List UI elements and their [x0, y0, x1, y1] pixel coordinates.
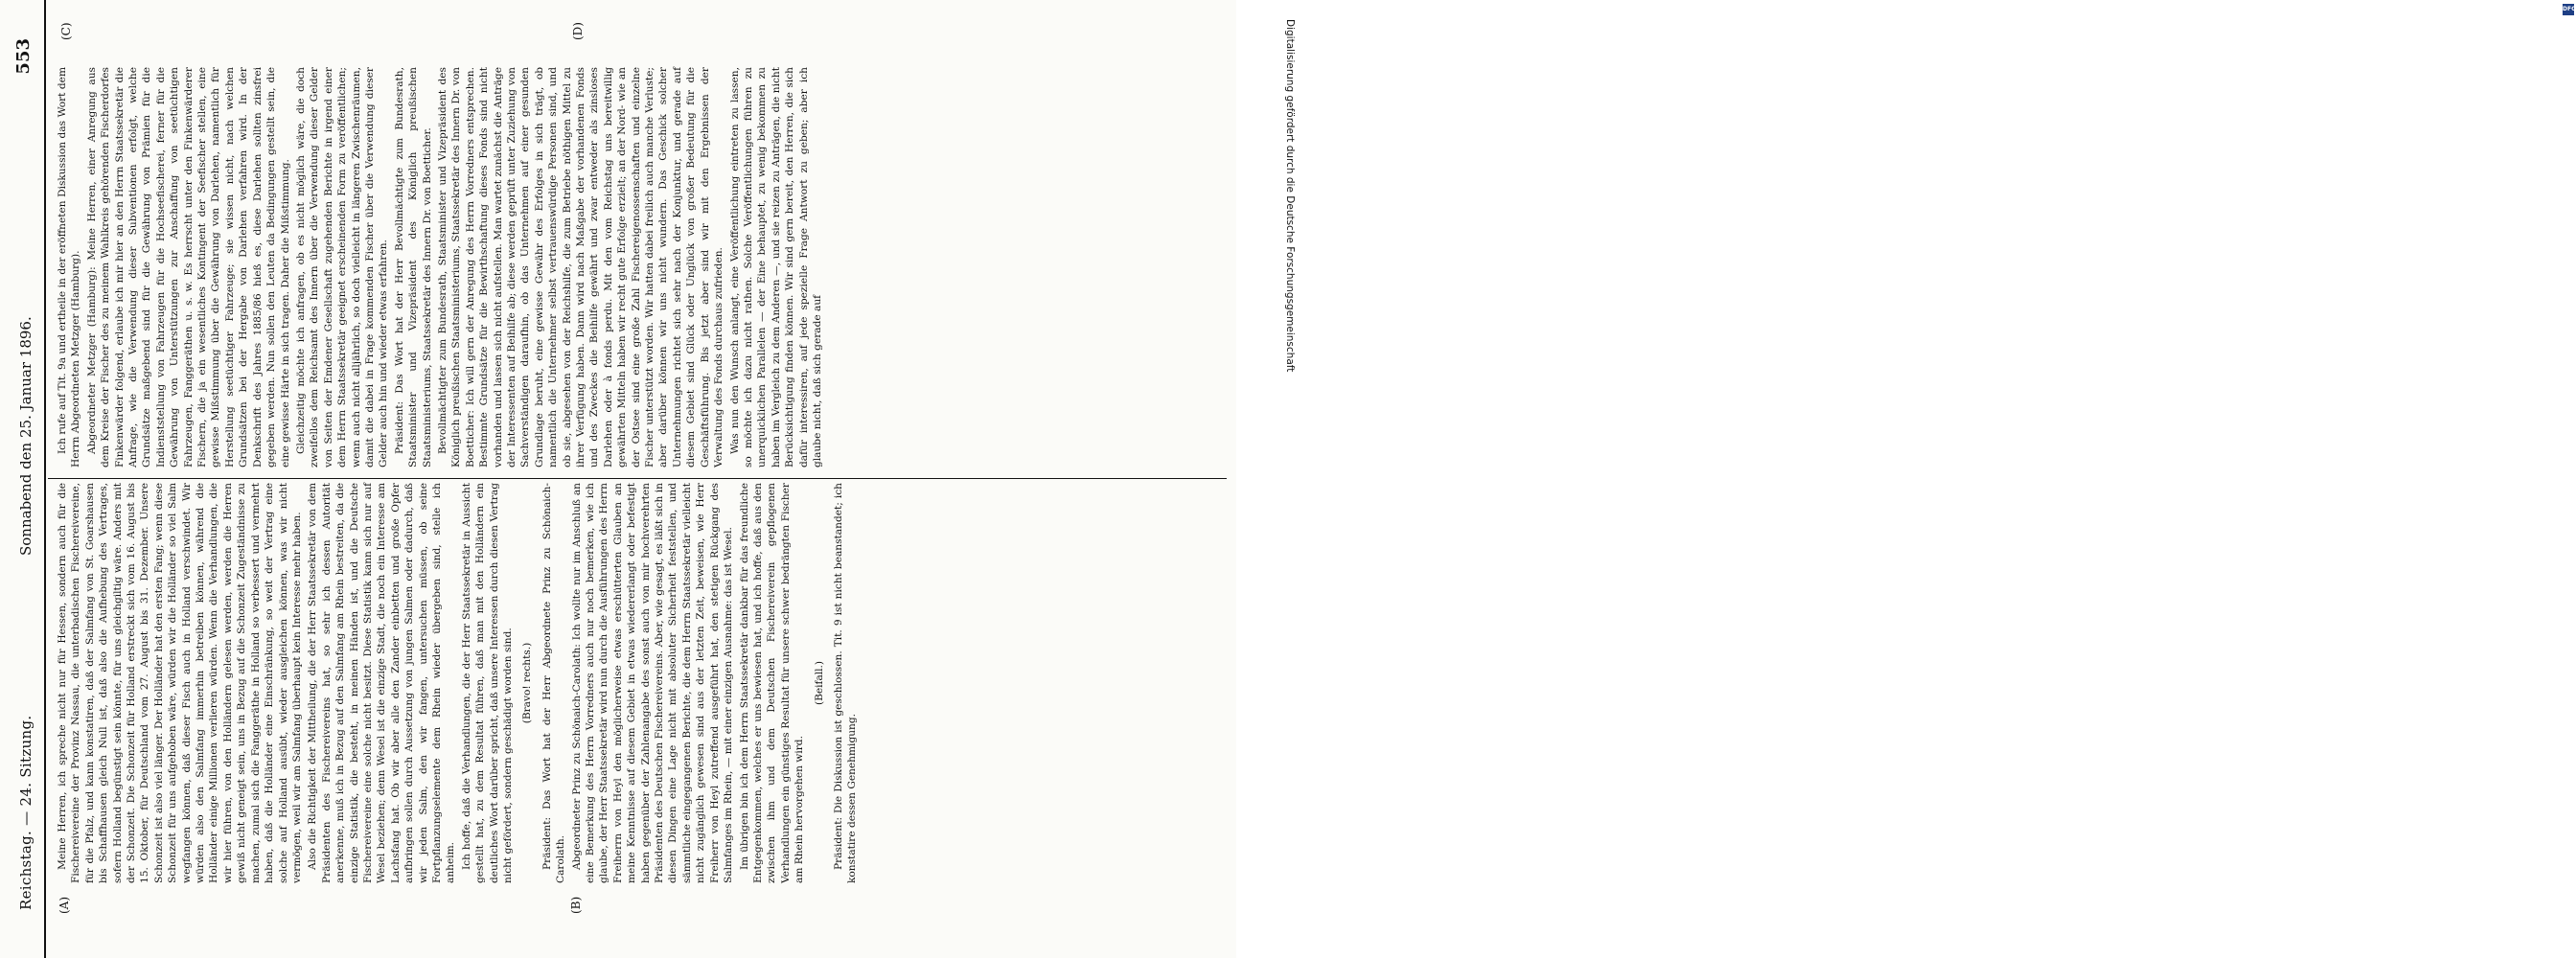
speaker-paragraph: Präsident: Das Wort hat der Herr Abgeordnete Prinz zu Schönaich-Carolath. — [540, 483, 567, 883]
page-number: 553 — [13, 38, 34, 75]
paragraph: Meine Herren, ich spreche nicht nur für Hessen, sondern auch für die Fischereivereine der Provinz Nassau, die unterbadischen Fischereivereine, für die Pfalz, und kann konstatiren, daß der Salmfang von St. Goarshausen bis Schaffhausen gleich Null ist, daß also die Aufhebung des Vertrages, sofern Holland begünstigt sein könnte, für uns gleichgiltig wäre. Anders mit der Schonzeit. Die Schonzeit für Holland erstreckt sich vom 16. August bis 15. Oktober, für Deutschland vom 27. August bis 31. Dezember. Unsere Schonzeit ist also viel länger. Der Holländer hat den ersten Fang; wenn diese Schonzeit für uns aufgehoben wäre, würden wir die Holländer so viel Salm wegfangen können, daß dieser Fisch auch in Holland verschwindet. Wir würden also den Salmfang immerhin betreiben können, während die Holländer einige Millionen verlieren würden. Wenn die Verhandlungen, die wir hier führen, von den Holländern gelesen werden, werden die Herren gewiß nicht geneigt sein, uns in Bezug auf die Schonzeit Zugeständnisse zu machen, zumal sich die Fanggeräthe in Holland so verbessert und vermehrt haben, daß die Holländer eine Einschränkung, so weit der Vertrag eine solche auf Holland ausübt, wieder ausgleichen können, was wir nicht vermögen, weil wir am Salmfang überhaupt kein Interesse mehr haben. — [57, 483, 303, 883]
interjection: (Bravo! rechts.) — [521, 642, 534, 724]
margin-marker-d: (D) — [571, 22, 585, 40]
page-header — [0, 0, 46, 958]
paragraph: Ich hoffe, daß die Verhandlungen, die der Herr Staatssekretär in Aussicht gestellt hat, zu dem Resultat führen, daß man mit den Holländern ein deutliches Wort darüber spricht, daß unsere Interessen durch diesen Vertrag nicht gefördert, sondern geschädigt worden sind. — [460, 483, 514, 883]
paragraph: Gleichzeitig möchte ich anfragen, ob es nicht möglich wäre, die doch zweifellos dem Reichsamt des Innern über die Verwendung dieser Gelder von Seiten der Emdener Gesellschaft zugehenden Berichte in irgend einer dem Herrn Staatssekretär geeignet erscheinenden Form zu veröffentlichen; wenn auch nicht alljährlich, so doch vielleicht in längeren Zwischenräumen, damit die dabei in Frage kommenden Fischer über die Verwendung dieser Gelder auch hin und wieder etwas erfahren. — [294, 67, 390, 468]
column-divider — [48, 478, 1227, 479]
paragraph: Was nun den Wunsch anlangt, eine Veröffentlichung eintreten zu lassen, so möchte ich dazu nicht rathen. Solche Veröffentlichungen führen zu unerquicklichen Parallelen — der Eine behauptet, zu wenig bekommen zu haben im Vergleich zu dem Anderen —, und sie reizen zu Anträgen, die nicht Berücksichtigung finden können. Wir sind gern bereit, den Herren, die sich dafür interessiren, auf jede spezielle Frage Antwort zu geben; aber ich glaube nicht, daß sich gerade auf — [728, 67, 823, 468]
margin-marker-a: (A) — [58, 896, 71, 914]
left-column — [56, 483, 1215, 883]
dfg-logo: DFG — [2563, 4, 2574, 15]
session-date: Sonnabend den 25. Januar 1896. — [17, 316, 34, 556]
speaker-paragraph: Präsident: Die Diskussion ist geschlossen. Tit. 9 ist nicht beanstandet; ich konstatire dessen Genehmigung. — [832, 483, 859, 883]
speaker-paragraph: Abgeordneter Metzger (Hamburg): Meine Herren, einer Anregung aus dem Kreise der Fischer des zu meinem Wahlkreis gehörenden Fischerdorfes Finkenwärder folgend, erlaube ich mir hier an den Herrn Staatssekretär die Anfrage, wie die Verwendung dieser Subventionen erfolgt, welche Grundsätze maßgebend sind für die Gewährung von Prämien für die Indienststellung von Fahrzeugen für die Hochseefischerei, ferner für die Gewährung von Unterstützungen zur Anschaffung von seetüchtigen Fahrzeugen, Fanggeräthen u. s. w. Es herrscht unter den Finkenwärderer Fischern, die ja ein wesentliches Kontingent der Seefischer stellen, eine gewisse Mißstimmung über die Gewährung von Darlehen, namentlich für Herstellung seetüchtiger Fahrzeuge; sie wissen nicht, nach welchen Grundsätzen bei der Hergabe von Darlehen verfahren wird. In der Denkschrift des Jahres 1885/86 hieß es, diese Darlehen sollten zinsfrei gegeben werden. Nun sollen den Leuten da Bedingungen gestellt sein, die eine gewisse Härte in sich tragen. Daher die Mißstimmung. — [85, 67, 291, 468]
paragraph: Im übrigen bin ich dem Herrn Staatssekretär dankbar für das freundliche Entgegenkommen, welches er uns bewiesen hat, und ich hoffe, daß aus den zwischen ihm und dem Deutschen Fischereiverein gepflogenen Verhandlungen ein günstiges Resultat für unsere schwer bedrängten Fischer am Rhein hervorgehen wird. — [738, 483, 806, 883]
digitization-note: Digitalisierung gefördert durch die Deutsche Forschungsgemeinschaft — [1284, 19, 1296, 373]
margin-marker-b: (B) — [569, 896, 583, 914]
paragraph: Ich rufe auf Tit. 9a und ertheile in der eröffneten Diskussion das Wort dem Herrn Abgeordneten Metzger (Hamburg). — [57, 67, 82, 468]
document-page — [0, 0, 1236, 958]
paragraph: Abgeordneter Prinz zu Schönaich-Carolath: Ich wollte nur im Anschluß an eine Bemerkung des Herrn Vorredners auch nur noch bemerken, wie ich glaube, der Herr Staatssekretär wird nun durch die Ausführungen des Herrn Freiherrn von Heyl den möglicherweise etwas erschütterten Glauben an meine Kenntnisse auf diesem Gebiet in etwas wiedererlangt oder befestigt haben gegenüber der Zahlenangabe des sonst auch von mir hochverehrten Präsidenten des Deutschen Fischereivereins. Aber, wie gesagt, es läßt sich in diesen Dingen eine Lage nicht mit absoluter Sicherheit feststellen, und sämmtliche eingegangenen Berichte, die dem Herrn Staatssekretär vielleicht nicht zugänglich gewesen sind aus der letzten Zeit, beweisen, wie Herr Freiherr von Heyl zutreffend ausgeführt hat, den stetigen Rückgang des Salmfanges im Rhein, — mit einer einzigen Ausnahme: das ist Wesel. — [570, 483, 735, 883]
margin-marker-c: (C) — [59, 22, 73, 40]
speaker-paragraph: Präsident: Das Wort hat der Herr Bevollmächtigte zum Bundesrath, Staatsminister und Vizepräsident des Königlich preußischen Staatsministeriums, Staatssekretär des Innern Dr. von Boetticher. — [393, 67, 433, 468]
interjection: (Beifall.) — [813, 660, 825, 706]
running-head: Reichstag. — 24. Sitzung. — [17, 715, 34, 910]
speaker-paragraph: Bevollmächtigter zum Bundesrath, Staatsminister und Vizepräsident des Königlich preußischen Staatsministeriums, Staatssekretär des Innern Dr. von Boetticher: Ich will gern der Anregung des Herrn Vorredners entsprechen. Bestimmte Grundsätze für die Bewirthschaftung dieses Fonds sind nicht vorhanden und lassen sich nicht aufstellen. Man wartet zunächst die Anträge der Interessenten auf Beihilfe ab; diese werden geprüft unter Zuziehung von Sachverständigen daraufhin, ob das Unternehmen auf einer gesunden Grundlage beruht, eine gewisse Gewähr des Erfolges in sich trägt, ob namentlich die Unternehmer selbst vertrauenswürdige Personen sind, und ob sie, abgesehen von der Reichshilfe, die zum Betriebe nöthigen Mittel zu ihrer Verfügung haben. Dann wird nach Maßgabe der vorhandenen Fonds und des Zweckes die Beihilfe gewährt und zwar entweder als zinsloses Darlehen oder à fonds perdu. Mit den vom Reichstag uns bereitwillig gewährten Mitteln haben wir recht gute Erfolge erzielt; an der Nord- wie an der Ostsee sind eine große Zahl Fischereigenossenschaften und einzelne Fischer unterstützt worden. Wir hatten dabei freilich auch manche Verluste; aber darüber können wir uns nicht wundern. Das Geschick solcher Unternehmungen richtet sich sehr nach der Konjunktur, und gerade auf diesem Gebiet sind Glück oder Unglück von großer Bedeutung für die Geschäftsführung. Bis jetzt aber sind wir mit den Ergebnissen der Verwaltung des Fonds durchaus zufrieden. — [436, 67, 725, 468]
right-column — [56, 67, 1215, 468]
paragraph: Also die Richtigkeit der Mittheilung, die der Herr Staatssekretär von dem Präsidenten des Fischereivereins hat, so sehr ich dessen Autorität anerkenne, muß ich in Bezug auf den Salmfang am Rhein bestreiten, da die einzige Statistik, die besteht, in meinen Händen ist, und die Deutsche Fischereivereine eine solche nicht besitzt. Diese Statistik kann sich nur auf Wesel beziehen; denn Wesel ist die einzige Stadt, die noch ein Interesse am Lachsfang hat. Ob wir aber alle den Zander einbetten und große Opfer aufbringen sollen durch Aussetzung von jungen Salmen oder dadurch, daß wir jeden Salm, den wir fangen, untersuchen müssen, ob seine Fortpflanzungselemente dem Rhein wieder übergeben sind, stelle ich anheim. — [307, 483, 457, 883]
